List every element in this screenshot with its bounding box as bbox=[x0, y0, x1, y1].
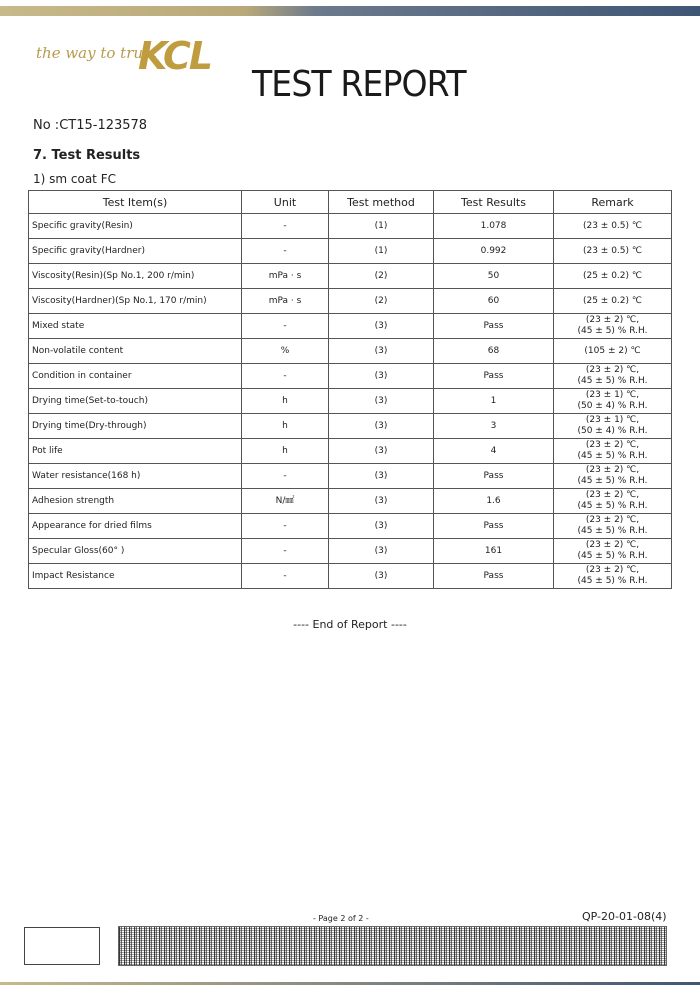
cell-test-result: 1 bbox=[434, 389, 554, 414]
cell-remark: (23 ± 2) ℃, (45 ± 5) % R.H. bbox=[554, 514, 672, 539]
table-row bbox=[29, 439, 672, 464]
cell-test-method: (2) bbox=[329, 289, 434, 314]
cell-unit: N/㎟ bbox=[242, 489, 329, 514]
table-row bbox=[29, 239, 672, 264]
cell-test-result: 1.6 bbox=[434, 489, 554, 514]
cell-remark: (23 ± 1) ℃, (50 ± 4) % R.H. bbox=[554, 389, 672, 414]
cell-test-item: Appearance for dried films bbox=[29, 514, 242, 539]
cell-test-method: (3) bbox=[329, 539, 434, 564]
cell-test-item: Specular Gloss(60° ) bbox=[29, 539, 242, 564]
cell-remark: (23 ± 2) ℃, (45 ± 5) % R.H. bbox=[554, 564, 672, 589]
cell-remark: (23 ± 2) ℃, (45 ± 5) % R.H. bbox=[554, 364, 672, 389]
table-row bbox=[29, 389, 672, 414]
cell-remark: (23 ± 2) ℃, (45 ± 5) % R.H. bbox=[554, 314, 672, 339]
cell-test-item: Condition in container bbox=[29, 364, 242, 389]
page-number: - Page 2 of 2 - bbox=[313, 914, 369, 923]
cell-test-item: Pot life bbox=[29, 439, 242, 464]
security-barcode bbox=[118, 926, 667, 966]
table-row bbox=[29, 464, 672, 489]
document-number: No :CT15-123578 bbox=[33, 118, 148, 133]
cell-test-result: 3 bbox=[434, 414, 554, 439]
end-of-report: ---- End of Report ---- bbox=[293, 618, 407, 631]
cell-unit: - bbox=[242, 539, 329, 564]
cell-test-method: (3) bbox=[329, 389, 434, 414]
subsection-title: 1) sm coat FC bbox=[33, 172, 116, 186]
cell-remark: (23 ± 2) ℃, (45 ± 5) % R.H. bbox=[554, 439, 672, 464]
table-row bbox=[29, 214, 672, 239]
table-row bbox=[29, 514, 672, 539]
cell-test-result: Pass bbox=[434, 514, 554, 539]
cell-remark: (23 ± 2) ℃, (45 ± 5) % R.H. bbox=[554, 464, 672, 489]
logo-tagline: the way to trust bbox=[36, 44, 157, 62]
cell-unit: mPa · s bbox=[242, 264, 329, 289]
bottom-color-band bbox=[0, 982, 700, 985]
cell-test-method: (3) bbox=[329, 414, 434, 439]
cell-unit: - bbox=[242, 464, 329, 489]
cell-unit: - bbox=[242, 514, 329, 539]
cell-test-item: Viscosity(Hardner)(Sp No.1, 170 r/min) bbox=[29, 289, 242, 314]
cell-test-item: Impact Resistance bbox=[29, 564, 242, 589]
cell-test-item: Non-volatile content bbox=[29, 339, 242, 364]
report-title: TEST REPORT bbox=[252, 64, 466, 105]
cell-unit: - bbox=[242, 564, 329, 589]
table-row bbox=[29, 364, 672, 389]
cell-test-method: (1) bbox=[329, 239, 434, 264]
cell-test-result: 4 bbox=[434, 439, 554, 464]
header-test-results: Test Results bbox=[434, 191, 554, 214]
cell-test-result: Pass bbox=[434, 464, 554, 489]
cell-test-method: (3) bbox=[329, 489, 434, 514]
cell-test-item: Drying time(Set-to-touch) bbox=[29, 389, 242, 414]
logo-wordmark: KCL bbox=[138, 34, 212, 78]
cell-remark: (23 ± 0.5) ℃ bbox=[554, 214, 672, 239]
cell-test-item: Viscosity(Resin)(Sp No.1, 200 r/min) bbox=[29, 264, 242, 289]
cell-remark: (23 ± 2) ℃, (45 ± 5) % R.H. bbox=[554, 539, 672, 564]
cell-test-method: (1) bbox=[329, 214, 434, 239]
stamp-box bbox=[24, 927, 100, 965]
cell-unit: - bbox=[242, 364, 329, 389]
cell-test-result: 1.078 bbox=[434, 214, 554, 239]
cell-test-item: Water resistance(168 h) bbox=[29, 464, 242, 489]
section-title: 7. Test Results bbox=[33, 148, 141, 163]
cell-unit: - bbox=[242, 239, 329, 264]
table-row bbox=[29, 414, 672, 439]
cell-test-result: Pass bbox=[434, 364, 554, 389]
table-body bbox=[29, 214, 672, 589]
cell-test-result: Pass bbox=[434, 314, 554, 339]
cell-unit: mPa · s bbox=[242, 289, 329, 314]
cell-remark: (105 ± 2) ℃ bbox=[554, 339, 672, 364]
cell-test-method: (3) bbox=[329, 439, 434, 464]
cell-test-item: Adhesion strength bbox=[29, 489, 242, 514]
cell-test-method: (2) bbox=[329, 264, 434, 289]
cell-remark: (23 ± 0.5) ℃ bbox=[554, 239, 672, 264]
cell-test-method: (3) bbox=[329, 564, 434, 589]
results-table bbox=[28, 190, 672, 589]
cell-test-method: (3) bbox=[329, 364, 434, 389]
cell-unit: h bbox=[242, 414, 329, 439]
top-color-band bbox=[0, 6, 700, 16]
cell-test-item: Specific gravity(Hardner) bbox=[29, 239, 242, 264]
table-row bbox=[29, 564, 672, 589]
table-header-row bbox=[29, 191, 672, 214]
cell-test-item: Specific gravity(Resin) bbox=[29, 214, 242, 239]
table-row bbox=[29, 264, 672, 289]
cell-unit: h bbox=[242, 439, 329, 464]
cell-remark: (23 ± 2) ℃, (45 ± 5) % R.H. bbox=[554, 489, 672, 514]
cell-test-result: 161 bbox=[434, 539, 554, 564]
cell-test-result: Pass bbox=[434, 564, 554, 589]
cell-test-method: (3) bbox=[329, 339, 434, 364]
header-test-method: Test method bbox=[329, 191, 434, 214]
cell-remark: (23 ± 1) ℃, (50 ± 4) % R.H. bbox=[554, 414, 672, 439]
table-row bbox=[29, 489, 672, 514]
cell-test-item: Drying time(Dry-through) bbox=[29, 414, 242, 439]
cell-test-result: 0.992 bbox=[434, 239, 554, 264]
table-row bbox=[29, 339, 672, 364]
cell-test-result: 68 bbox=[434, 339, 554, 364]
kcl-logo bbox=[36, 34, 216, 84]
cell-test-method: (3) bbox=[329, 314, 434, 339]
table-row bbox=[29, 314, 672, 339]
header-test-item: Test Item(s) bbox=[29, 191, 242, 214]
cell-test-result: 60 bbox=[434, 289, 554, 314]
cell-test-method: (3) bbox=[329, 514, 434, 539]
table-row bbox=[29, 289, 672, 314]
table-row bbox=[29, 539, 672, 564]
cell-test-method: (3) bbox=[329, 464, 434, 489]
form-code: QP-20-01-08(4) bbox=[582, 910, 667, 923]
header-remark: Remark bbox=[554, 191, 672, 214]
cell-test-item: Mixed state bbox=[29, 314, 242, 339]
cell-unit: h bbox=[242, 389, 329, 414]
cell-unit: - bbox=[242, 314, 329, 339]
cell-remark: (25 ± 0.2) ℃ bbox=[554, 289, 672, 314]
cell-test-result: 50 bbox=[434, 264, 554, 289]
cell-unit: % bbox=[242, 339, 329, 364]
cell-unit: - bbox=[242, 214, 329, 239]
header-unit: Unit bbox=[242, 191, 329, 214]
cell-remark: (25 ± 0.2) ℃ bbox=[554, 264, 672, 289]
